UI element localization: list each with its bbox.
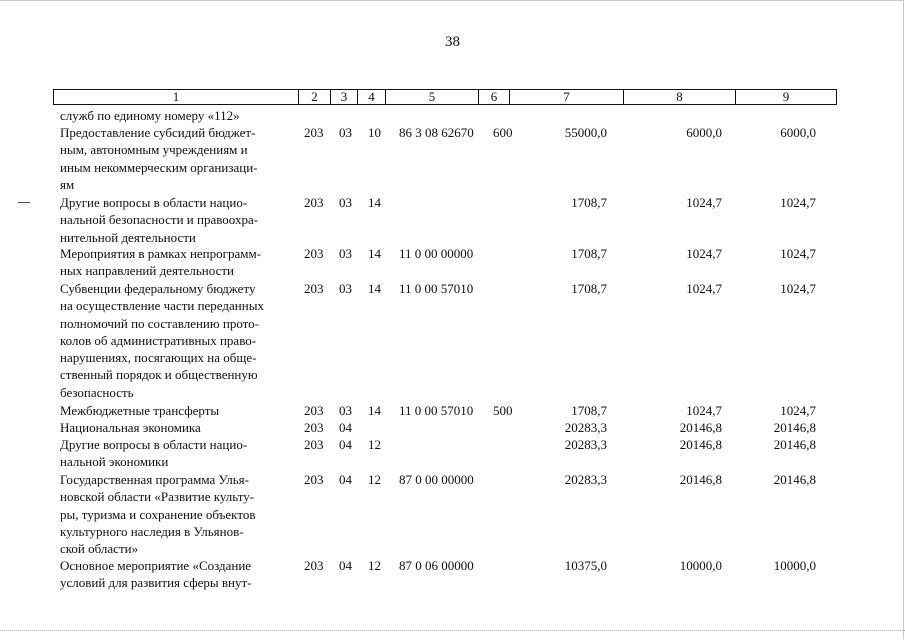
- row-description: [60, 245, 294, 280]
- cell-col8: 6000,0: [686, 125, 722, 140]
- cell-col8: 20146,8: [679, 472, 722, 487]
- cell-col7: 20283,3: [564, 420, 607, 435]
- cell-col2: 203: [304, 420, 324, 435]
- column-header-2: 2: [299, 90, 331, 104]
- row-description: [60, 107, 294, 124]
- cell-col3: 04: [339, 420, 352, 435]
- cell-col2: 203: [304, 281, 324, 296]
- cell-col3: 03: [339, 403, 352, 418]
- description-line: ным, автономным учреждениям и: [60, 142, 248, 158]
- description-line: на осуществление части переданных: [60, 298, 264, 314]
- column-header-1: 1: [54, 90, 299, 104]
- cell-col2: 203: [304, 437, 324, 452]
- cell-col8: 1024,7: [686, 403, 722, 418]
- column-header-5: 5: [386, 90, 479, 104]
- cell-col4: 12: [368, 472, 381, 487]
- description-line: Предоставление субсидий бюджет-: [60, 125, 256, 140]
- cell-col9: 20146,8: [773, 437, 816, 452]
- cell-col4: 12: [368, 437, 381, 452]
- cell-col4: 10: [368, 125, 381, 140]
- cell-col5: 86 3 08 62670: [399, 125, 474, 140]
- cell-col7: 1708,7: [571, 246, 607, 261]
- cell-col7: 1708,7: [571, 403, 607, 418]
- description-line: Основное мероприятие «Создание: [60, 558, 252, 573]
- cell-col8: 1024,7: [686, 195, 722, 210]
- cell-col2: 203: [304, 472, 324, 487]
- cell-col3: 03: [339, 281, 352, 296]
- cell-col2: 203: [304, 246, 324, 261]
- cell-col4: 14: [368, 195, 381, 210]
- cell-col3: 03: [339, 246, 352, 261]
- cell-col2: 203: [304, 558, 324, 573]
- description-line: Государственная программа Улья-: [60, 472, 249, 487]
- description-line: Национальная экономика: [60, 420, 201, 435]
- cell-col9: 10000,0: [773, 558, 816, 573]
- row-description: [60, 124, 294, 193]
- row-description: [60, 557, 294, 592]
- cell-col4: 14: [368, 403, 381, 418]
- description-line: Мероприятия в рамках непрограмм-: [60, 246, 262, 261]
- cell-col8: 10000,0: [679, 558, 722, 573]
- cell-col3: 04: [339, 437, 352, 452]
- cell-col9: 20146,8: [773, 472, 816, 487]
- cell-col9: 1024,7: [780, 246, 816, 261]
- description-line: ры, туризма и сохранение объектов: [60, 506, 256, 522]
- description-line: ственный порядок и общественную: [60, 367, 258, 383]
- row-description: [60, 280, 294, 401]
- column-header-8: 8: [624, 90, 736, 104]
- description-line: безопасность: [60, 384, 134, 400]
- scan-specks: [0, 630, 905, 634]
- description-line: Другие вопросы в области нацио-: [60, 195, 248, 210]
- cell-col6: 600: [493, 125, 513, 140]
- cell-col3: 04: [339, 472, 352, 487]
- cell-col8: 20146,8: [679, 420, 722, 435]
- cell-col5: 87 0 06 00000: [399, 558, 474, 573]
- column-header-4: 4: [358, 90, 386, 104]
- description-line: служб по единому номеру «112»: [60, 108, 240, 123]
- description-line: Межбюджетные трансферты: [60, 403, 220, 418]
- page-number: 38: [445, 34, 460, 50]
- cell-col2: 203: [304, 195, 324, 210]
- cell-col9: 20146,8: [773, 420, 816, 435]
- description-line: ных направлений деятельности: [60, 263, 234, 279]
- cell-col2: 203: [304, 403, 324, 418]
- cell-col3: 03: [339, 195, 352, 210]
- cell-col7: 10375,0: [564, 558, 607, 573]
- description-line: новской области «Развитие культу-: [60, 489, 255, 505]
- cell-col8: 1024,7: [686, 246, 722, 261]
- cell-col4: 14: [368, 281, 381, 296]
- description-line: условий для развития сферы внут-: [60, 575, 252, 591]
- description-line: колов об административных право-: [60, 332, 257, 348]
- cell-col5: 11 0 00 00000: [399, 246, 474, 261]
- cell-col7: 55000,0: [564, 125, 607, 140]
- table-header: [53, 89, 837, 105]
- description-line: Субвенции федеральному бюджету: [60, 281, 256, 296]
- row-description: [60, 436, 294, 471]
- cell-col9: 1024,7: [780, 195, 816, 210]
- cell-col8: 1024,7: [686, 281, 722, 296]
- row-description: [60, 194, 294, 246]
- cell-col7: 20283,3: [564, 472, 607, 487]
- cell-col5: 11 0 00 57010: [399, 281, 474, 296]
- cell-col5: 11 0 00 57010: [399, 403, 474, 418]
- column-header-7: 7: [510, 90, 624, 104]
- cell-col4: 14: [368, 246, 381, 261]
- row-description: [60, 471, 294, 557]
- cell-col9: 1024,7: [780, 403, 816, 418]
- row-description: [60, 419, 294, 436]
- column-header-6: 6: [479, 90, 510, 104]
- cell-col6: 500: [493, 403, 513, 418]
- description-line: нальной безопасности и правоохра-: [60, 212, 259, 228]
- cell-col3: 04: [339, 558, 352, 573]
- description-line: иным некоммерческим организаци-: [60, 159, 258, 175]
- cell-col9: 1024,7: [780, 281, 816, 296]
- description-line: ям: [60, 176, 75, 192]
- cell-col7: 1708,7: [571, 281, 607, 296]
- column-header-3: 3: [331, 90, 358, 104]
- cell-col8: 20146,8: [679, 437, 722, 452]
- cell-col7: 20283,3: [564, 437, 607, 452]
- column-header-9: 9: [782, 89, 790, 104]
- description-line: нительной деятельности: [60, 229, 196, 245]
- scan-mark: [18, 202, 30, 203]
- description-line: культурного наследия в Ульянов-: [60, 523, 244, 539]
- description-line: полномочий по составлению прото-: [60, 315, 259, 331]
- cell-col3: 03: [339, 125, 352, 140]
- cell-col7: 1708,7: [571, 195, 607, 210]
- description-line: Другие вопросы в области нацио-: [60, 437, 248, 452]
- cell-col2: 203: [304, 125, 324, 140]
- description-line: нарушениях, посягающих на обще-: [60, 350, 257, 366]
- cell-col4: 12: [368, 558, 381, 573]
- description-line: ской области»: [60, 541, 139, 557]
- cell-col9: 6000,0: [780, 125, 816, 140]
- row-description: [60, 402, 294, 419]
- description-line: нальной экономики: [60, 454, 169, 470]
- cell-col5: 87 0 00 00000: [399, 472, 474, 487]
